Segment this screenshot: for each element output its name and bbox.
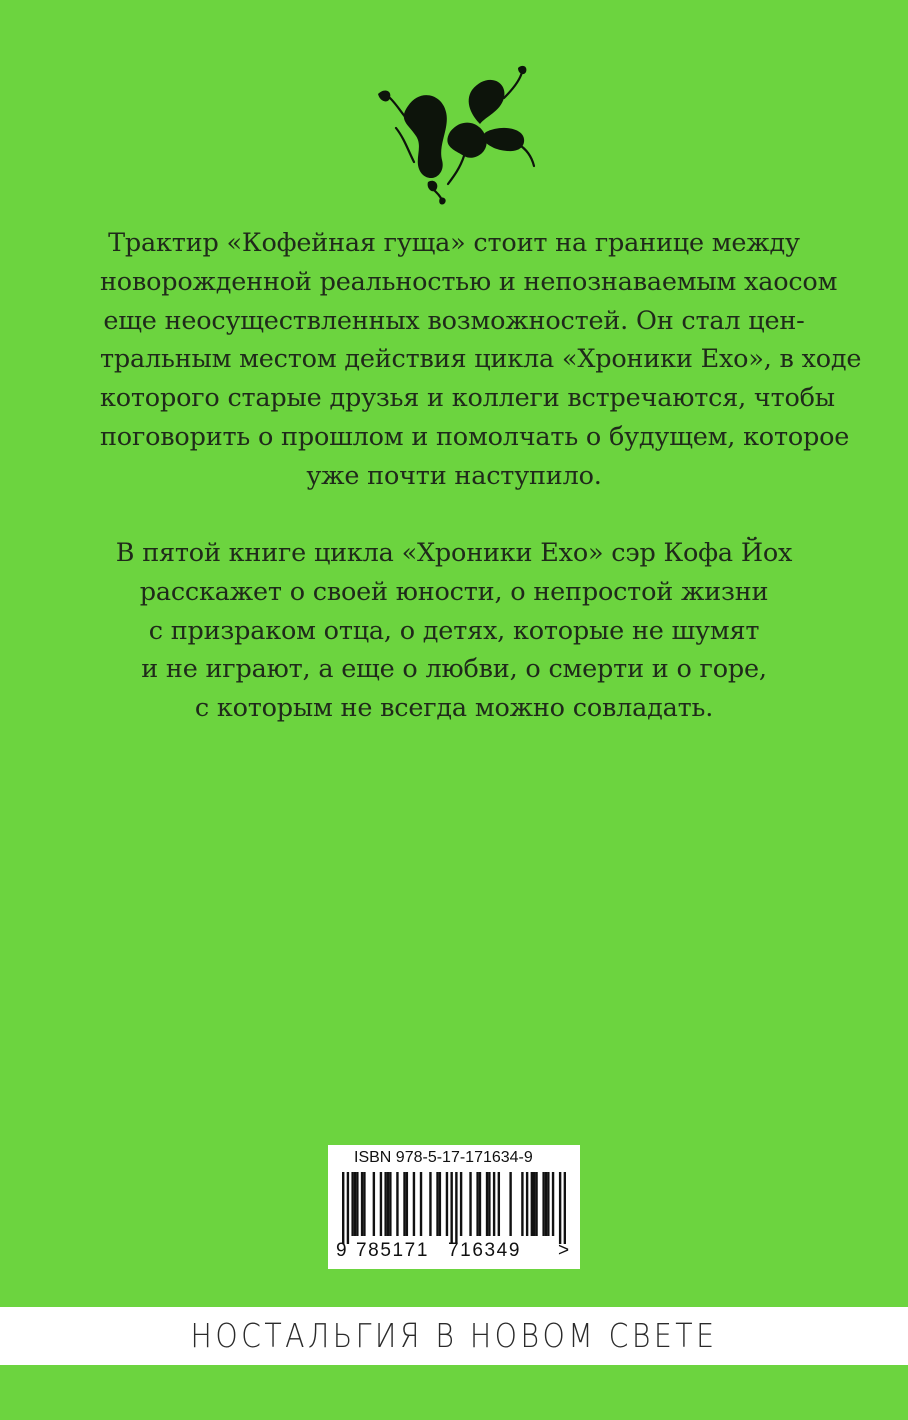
barcode-bar [354,1172,356,1236]
description-line: еще неосуществленных возможностей. Он стал цен- [103,305,805,336]
barcode-digits [336,1240,572,1264]
barcode-bar [547,1172,549,1236]
series-band [0,1307,908,1365]
description-line: и не играют, а еще о любви, о смерти и о горе, [141,654,767,685]
barcode-bar [455,1172,457,1244]
barcode-bar [406,1172,408,1236]
barcode-bar [476,1172,478,1236]
barcode-bar [469,1172,471,1236]
barcode-bar [559,1172,561,1244]
description-line: новорожденной реальностью и непознаваемым хаосом [100,266,838,297]
barcode-digits-right: 716349 [448,1240,522,1261]
barcode-label [328,1145,580,1269]
description-line: В пятой книге цикла «Хроники Ехо» сэр Кофа Йох [115,538,793,568]
description-line: тральным местом действия цикла «Хроники Ехо», в ходе [100,344,862,375]
description-line: Трактир «Кофейная гуща» стоит на границе между [108,228,800,258]
description-paragraph-2 [100,534,808,728]
barcode-bar [521,1172,523,1236]
barcode-digit-first: 9 [336,1240,347,1261]
barcode-bar [450,1172,452,1244]
isbn-number: ISBN 978-5-17-171634-9 [354,1149,533,1166]
barcode-bar [460,1172,462,1236]
description-line: с которым не всегда можно совладать. [194,693,714,724]
barcode-bar [436,1172,438,1236]
barcode-bar [351,1172,353,1236]
barcode-bar [446,1172,448,1236]
barcode-bar [564,1172,566,1244]
barcode-bar [509,1172,511,1236]
barcode-bar [533,1172,535,1236]
barcode-bar [542,1172,544,1236]
description-line: расскажет о своей юности, о непростой жизни [139,576,769,607]
barcode-bar [387,1172,389,1236]
description-line: которого старые друзья и коллеги встречаются, чтобы [100,383,835,414]
barcode-bar [356,1172,358,1236]
barcode-bar [403,1172,405,1236]
description-line: поговорить о прошлом и помолчать о будущем, которое [100,421,850,452]
ink-splash-icon [368,58,540,208]
barcode-bar [488,1172,490,1236]
barcode-digits-left: 785171 [356,1240,430,1261]
barcode-bar [493,1172,495,1236]
barcode-bar [552,1172,554,1236]
description-line: уже почти наступило. [306,460,602,491]
barcode-bar [498,1172,500,1236]
barcode-bar [479,1172,481,1236]
barcode-bar [535,1172,537,1236]
barcode-bar [526,1172,528,1236]
barcode-bar [420,1172,422,1236]
description-line: с призраком отца, о детях, которые не шумят [148,615,760,646]
barcode-bar [413,1172,415,1236]
barcode-bar [380,1172,382,1236]
barcode-bar [373,1172,375,1236]
barcode-bar [545,1172,547,1236]
barcode-arrow: > [558,1240,570,1261]
barcode-bar [429,1172,431,1236]
description-paragraph-1 [100,224,862,496]
barcode-bar [389,1172,391,1236]
barcode-bars [342,1172,566,1244]
barcode-bar [486,1172,488,1236]
barcode-bar [342,1172,344,1244]
barcode-bar [363,1172,365,1236]
barcode-bar [531,1172,533,1236]
barcode-bar [347,1172,349,1244]
barcode-bar [439,1172,441,1236]
series-title: НОСТАЛЬГИЯ В НОВОМ СВЕТЕ [190,1316,718,1355]
barcode-bar [384,1172,386,1236]
barcode-bar [396,1172,398,1236]
barcode-bar [361,1172,363,1236]
